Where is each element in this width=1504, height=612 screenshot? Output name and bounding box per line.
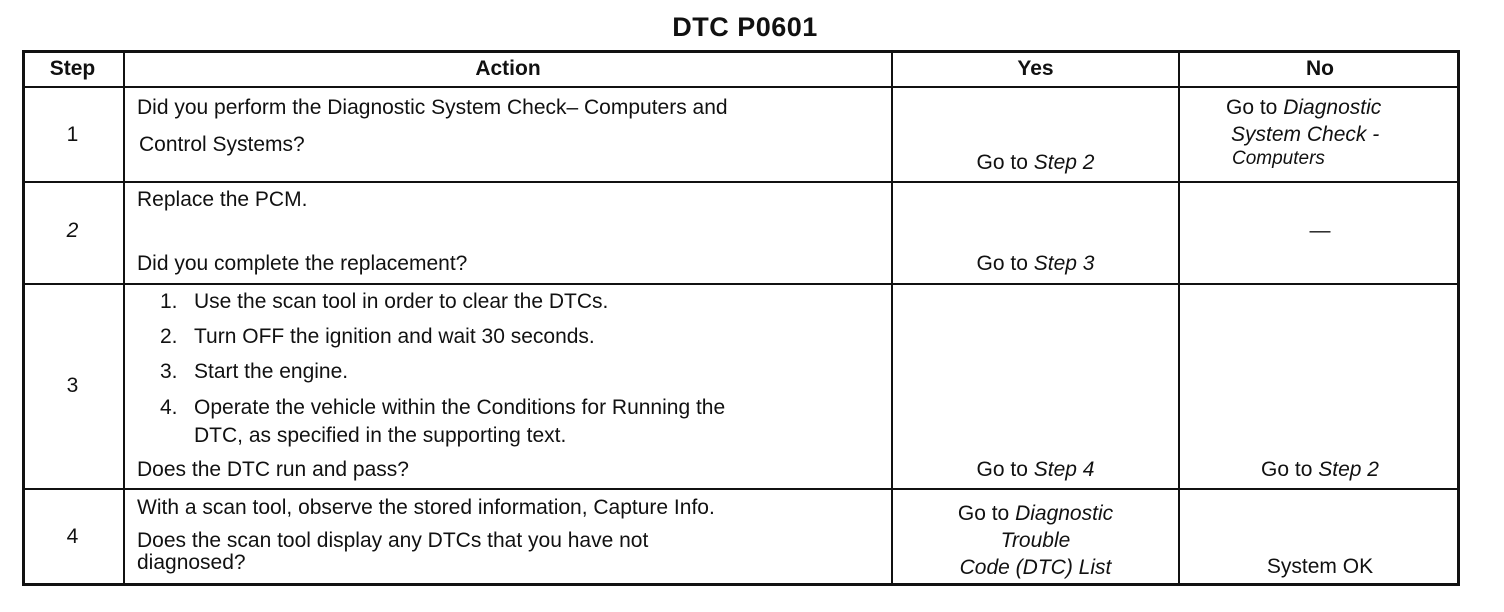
action-question: Did you complete the replacement? — [137, 252, 468, 275]
header-no: No — [1306, 57, 1334, 80]
list-item: 1. Use the scan tool in order to clear the DTCs. — [160, 290, 609, 313]
yes-action: Go to Step 4 — [976, 458, 1095, 481]
list-item: 2. Turn OFF the ignition and wait 30 seconds. — [160, 325, 595, 348]
list-item: 4. Operate the vehicle within the Conditions for Running the DTC, as specified in the supporting text. — [160, 396, 726, 447]
column-divider — [1178, 50, 1180, 586]
step-number: 1 — [66, 123, 79, 146]
action-text: Did you perform the Diagnostic System Check– Computers and — [137, 96, 728, 119]
yes-action: Go to Step 2 — [976, 151, 1095, 174]
column-divider — [123, 50, 125, 586]
action-text: Replace the PCM. — [137, 188, 308, 211]
step-number: 4 — [66, 525, 79, 548]
no-action: Go to Step 2 — [1261, 458, 1379, 481]
page-title: DTC P0601 — [672, 12, 818, 42]
action-text: With a scan tool, observe the stored information, Capture Info. — [137, 496, 715, 519]
yes-action: Go to Step 3 — [976, 252, 1095, 275]
row-divider — [22, 86, 1460, 88]
row-divider — [22, 488, 1460, 490]
step-number: 2 — [66, 219, 79, 242]
action-question: Does the DTC run and pass? — [137, 458, 409, 481]
row-divider — [22, 283, 1460, 285]
list-item: 3. Start the engine. — [160, 360, 349, 383]
row-divider — [22, 181, 1460, 183]
no-action: System OK — [1266, 555, 1374, 578]
yes-action: Go to Diagnostic Trouble Code (DTC) List — [957, 502, 1114, 579]
step-number: 3 — [66, 374, 79, 397]
no-action: Go to Diagnostic System Check - Computers — [1226, 96, 1382, 169]
header-step: Step — [49, 57, 96, 80]
action-question: Does the scan tool display any DTCs that you have not diagnosed? — [137, 529, 649, 574]
no-action: — — [1309, 219, 1331, 242]
header-action: Action — [475, 57, 541, 80]
header-yes: Yes — [1017, 57, 1054, 80]
action-text: Control Systems? — [139, 133, 305, 156]
